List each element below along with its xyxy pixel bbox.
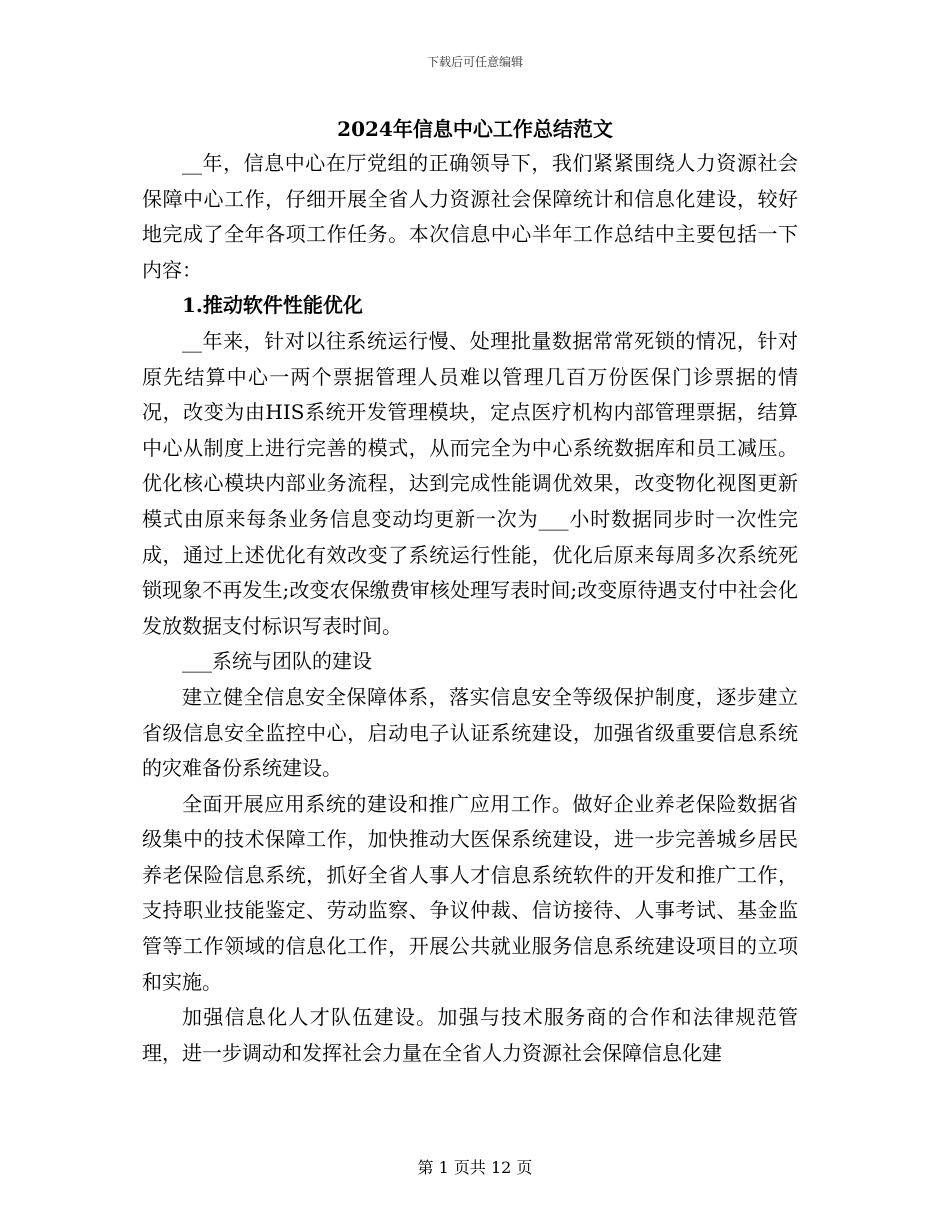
application-systems-paragraph: 全面开展应用系统的建设和推广应用工作。做好企业养老保险数据省级集中的技术保障工作，加快推动大医保系统建设，进一步完善城乡居民养老保险信息系统，抓好全省人事人才信息系统软件的开发和推广工作，支持职业技能鉴定、劳动监察、争议仲裁、信访接待、人事考试、基金监管等工作领域的信息化工作，开展公共就业服务信息系统建设项目的立项和实施。 [142, 791, 798, 994]
header-note: 下载后可任意编辑 [426, 55, 523, 69]
intro-paragraph: __年，信息中心在厅党组的正确领导下，我们紧紧围绕人力资源社会保障中心工作，仔细开展全省人力资源社会保障统计和信息化建设，较好地完成了全年各项工作任务。本次信息中心半年工作总结中主要包括一下内容： [142, 151, 798, 282]
security-paragraph: 建立健全信息安全保障体系，落实信息安全等级保护制度，逐步建立省级信息安全监控中心，启动电子认证系统建设，加强省级重要信息系统的灾难备份系统建设。 [142, 684, 798, 781]
document-body [142, 146, 798, 1071]
software-optimization-paragraph: __年来，针对以往系统运行慢、处理批量数据常常死锁的情况，针对原先结算中心一两个票据管理人员难以管理几百万份医保门诊票据的情况，改变为由HIS系统开发管理模块，定点医疗机构内部管理票据，结算中心从制度上进行完善的模式，从而完全为中心系统数据库和员工减压。优化核心模块内部业务流程，达到完成性能调优效果，改变物化视图更新模式由原来每条业务信息变动均更新一次为___小时数据同步时一次性完成，通过上述优化有效改变了系统运行性能，优化后原来每周多次系统死锁现象不再发生;改变农保缴费审核处理写表时间;改变原待遇支付中社会化发放数据支付标识写表时间。 [142, 328, 798, 638]
page-footer: 第 1 页共 12 页 [417, 1158, 533, 1177]
document-title: 2024年信息中心工作总结范文 [337, 117, 613, 141]
section-heading-system-team: ___系统与团队的建设 [182, 649, 372, 674]
talent-team-paragraph: 加强信息化人才队伍建设。加强与技术服务商的合作和法律规范管理，进一步调动和发挥社会力量在全省人力资源社会保障信息化建 [142, 1005, 798, 1065]
section-heading-software-optimization: 1.推动软件性能优化 [182, 293, 363, 318]
